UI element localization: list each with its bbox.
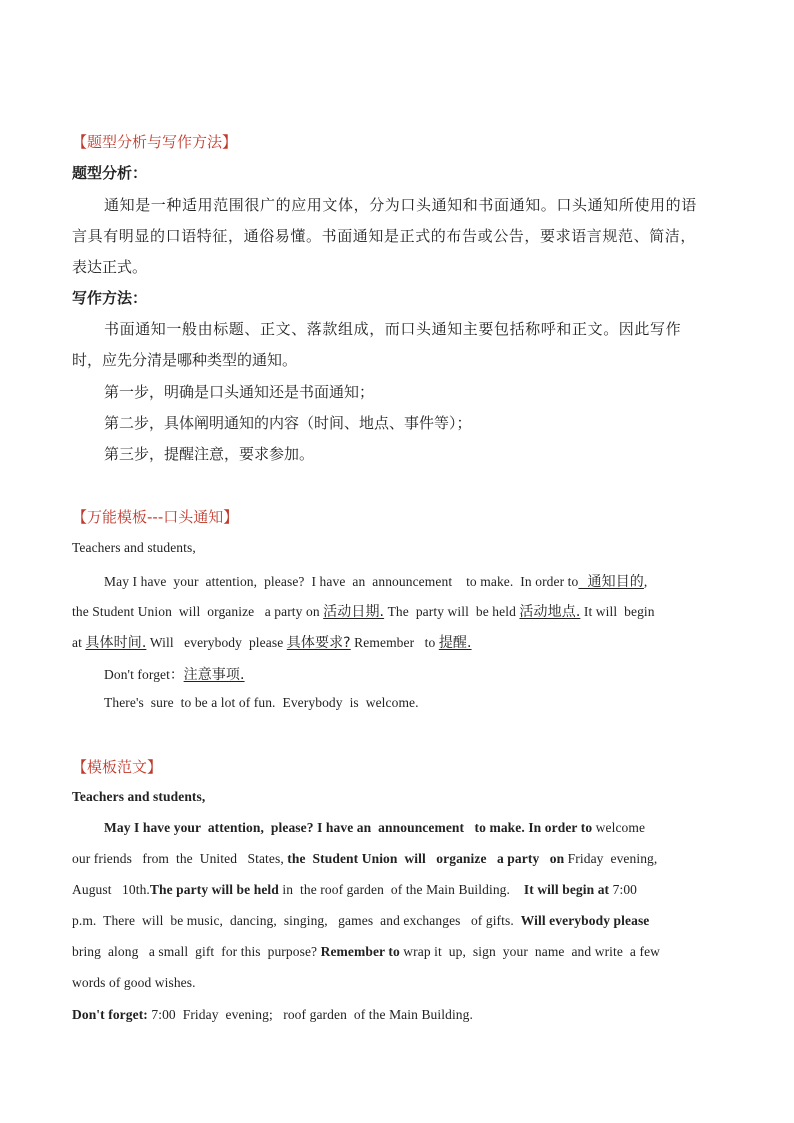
sample-line-3-end: 7:00 (609, 882, 638, 897)
template-line-3-mid: Will everybody please (146, 635, 287, 650)
method-label: 写作方法： (72, 289, 148, 307)
template-line-1 (104, 571, 647, 591)
template-line-5: There's sure to be a lot of fun. Everybody is welcome. (104, 695, 419, 710)
sample-line-7 (72, 1007, 473, 1023)
template-line-3 (72, 632, 472, 652)
section-heading-sample: 【模板范文】 (72, 758, 163, 776)
sample-line-5-text: bring along a small gift for this purpose? (72, 944, 321, 959)
section-heading-analysis: 【题型分析与写作方法】 (72, 133, 238, 151)
sample-line-1 (104, 820, 645, 836)
sample-line-3-bold-2: It will begin at (523, 882, 610, 897)
template-line-3-mid2: Remember to (350, 635, 439, 650)
blank-place: 活动地点. (519, 604, 581, 620)
sample-line-5-rest: wrap it up, sign your name and write a few (399, 944, 661, 959)
sample-line-2-bold: the Student Union will organize a party on (287, 851, 565, 866)
sample-line-5-bold: Remember to (320, 944, 400, 959)
method-paragraph-line-1: 书面通知一般由标题、正文、落款组成，而口头通知主要包括称呼和正文。因此写作 (104, 320, 682, 338)
template-line-1-text: May I have your attention, please? I have an announcement to make. In order to (104, 574, 579, 589)
template-line-2-mid: The party will be held (384, 604, 520, 619)
sample-line-4 (72, 913, 649, 929)
template-line-2-end: It will begin (580, 604, 655, 619)
analysis-paragraph-line-2: 言具有明显的口语特征，通俗易懂。书面通知是正式的布告或公告，要求语言规范、简洁， (72, 227, 697, 245)
sample-line-4-text: p.m. There will be music, dancing, singing, games and exchanges of gifts. (72, 913, 521, 928)
sample-line-3-text: August 10th. (72, 882, 150, 897)
template-line-2-text: the Student Union will organize a party on (72, 604, 324, 619)
blank-purpose: 通知目的 (578, 574, 644, 590)
sample-line-2-text: our friends from the United States, (72, 851, 288, 866)
sample-line-2 (72, 851, 657, 867)
template-line-3-text: at (72, 635, 86, 650)
sample-line-4-bold: Will everybody please (520, 913, 650, 928)
blank-date: 活动日期. (323, 604, 385, 620)
sample-line-7-bold: Don't forget: (72, 1007, 148, 1022)
template-greeting: Teachers and students, (72, 540, 196, 555)
method-paragraph-line-2: 时，应先分清是哪种类型的通知。 (72, 351, 298, 369)
sample-line-3-mid: in the roof garden of the Main Building. (278, 882, 524, 897)
sample-line-3 (72, 882, 637, 898)
step-2: 第二步，具体阐明通知的内容（时间、地点、事件等）； (104, 414, 472, 432)
blank-requirement: 具体要求? (286, 635, 351, 651)
blank-time: 具体时间. (85, 635, 147, 651)
template-line-1-end: , (643, 574, 648, 589)
template-line-4 (104, 663, 245, 684)
sample-line-6: words of good wishes. (72, 975, 196, 990)
sample-line-1-bold: May I have your attention, please? I have an announcement to make. In order to (104, 820, 593, 835)
blank-notes: 注意事项. (183, 667, 245, 683)
blank-reminder: 提醒. (438, 635, 472, 651)
sample-line-2-rest: Friday evening, (564, 851, 658, 866)
sample-line-7-rest: 7:00 Friday evening; roof garden of the Main Building. (147, 1007, 473, 1022)
sample-line-5 (72, 944, 660, 960)
section-heading-template: 【万能模板---口头通知】 (72, 508, 239, 526)
analysis-paragraph-line-3: 表达正式。 (72, 258, 148, 276)
sample-line-1-rest: welcome (592, 820, 646, 835)
template-line-2 (72, 601, 655, 621)
analysis-paragraph-line-1: 通知是一种适用范围很广的应用文体，分为口头通知和书面通知。口头通知所使用的语 (104, 196, 697, 214)
template-line-4-text: Don't forget： (104, 667, 184, 682)
sample-greeting: Teachers and students, (72, 789, 206, 804)
sample-line-3-bold-1: The party will be held (149, 882, 279, 897)
analysis-label: 题型分析： (72, 164, 148, 182)
step-3: 第三步，提醒注意，要求参加。 (104, 445, 315, 463)
step-1: 第一步，明确是口头通知还是书面通知； (104, 383, 375, 401)
